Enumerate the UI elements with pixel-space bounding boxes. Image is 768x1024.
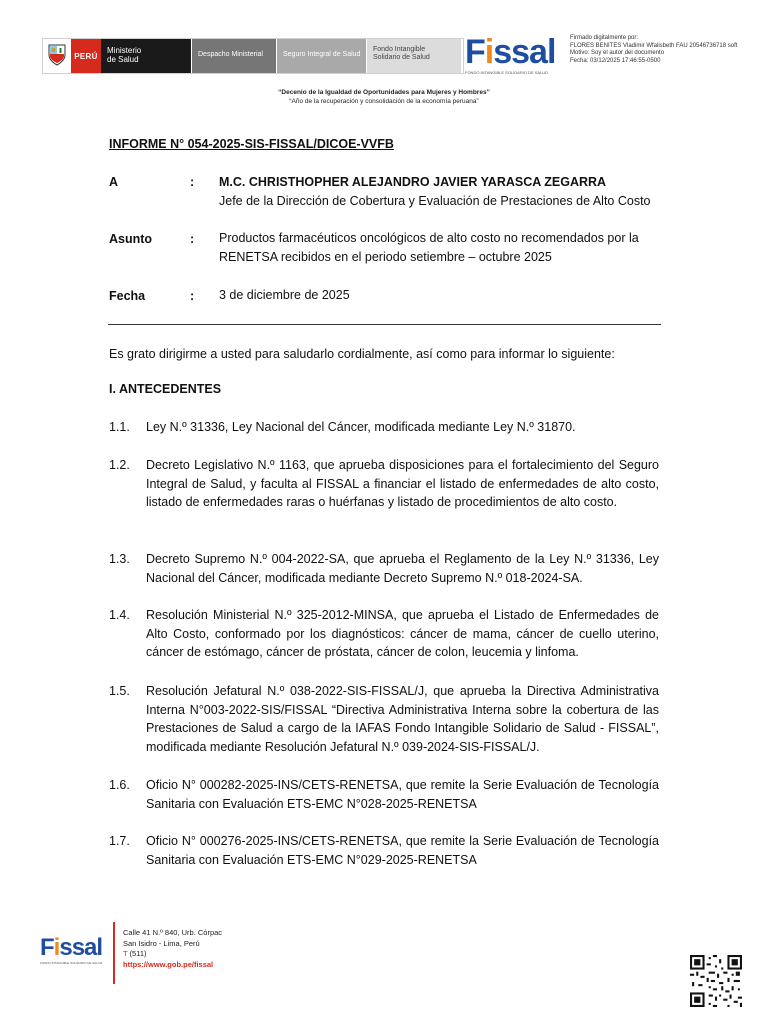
subject-line1: Productos farmacéuticos oncológicos de alto costo no recomendados por la <box>219 231 639 245</box>
website-link[interactable]: https://www.gob.pe/fissal <box>123 959 214 969</box>
signature-line: FLORES BENITES Vladimir Wfalisbeth FAU 20546736718 soft <box>570 42 738 49</box>
digital-signature <box>570 35 768 65</box>
header-divider <box>108 324 661 325</box>
decenio-line1: “Decenio de la Igualdad de Oportunidades para Mujeres y Hombres” <box>278 89 490 96</box>
intro-paragraph: Es grato dirigirme a usted para saludarlo cordialmente, así como para informar lo siguiente: <box>109 347 615 361</box>
item-number: 1.5. <box>109 684 130 698</box>
fondo-line1: Fondo Intangible <box>373 46 426 53</box>
list-item: Resolución Ministerial N.º 325-2012-MINSA, que aprueba el Listado de Enfermedades de Alto Costo, conformado por los diagnósticos: cáncer de mama, cáncer de cuello uterino, cáncer de estómago, cáncer de próstata, cáncer de colon, leucemia y linfoma. <box>146 608 659 660</box>
ministerio-line2: de Salud <box>107 55 139 64</box>
phone-prefix: T <box>123 949 128 958</box>
item-number: 1.2. <box>109 458 130 472</box>
subject-line2: RENETSA recibidos en el periodo setiembre – octubre 2025 <box>219 250 552 264</box>
list-item: Decreto Supremo N.º 004-2022-SA, que aprueba el Reglamento de la Ley N.º 31336, Ley Nacional del Cáncer, modificada mediante Decreto Supremo N.º 018-2024-SA. <box>146 552 659 585</box>
decenio-header <box>0 88 768 106</box>
signature-line: Motivo: Soy el autor del documento <box>570 50 665 56</box>
item-number: 1.3. <box>109 552 130 566</box>
signature-line: Fecha: 03/12/2025 17:46:55-0500 <box>570 57 661 64</box>
coat-of-arms-icon <box>43 39 71 71</box>
list-item: Oficio N° 000282-2025-INS/CETS-RENETSA, que remite la Serie Evaluación de Tecnología Sanitaria con Evaluación ETS-EMC N°028-2025-RENETSA <box>146 778 659 811</box>
item-number: 1.7. <box>109 834 130 848</box>
list-item: Resolución Jefatural N.º 038-2022-SIS-FISSAL/J, que aprueba la Directiva Administrativa Interna N°003-2022-SIS/FISSAL “Directiva Administrativa Interna sobre la cobertura de las Prestaciones de Salud a cargo de la IAFAS Fondo Intangible Solidario de Salud - FISSAL”, modificada mediante Resolución Jefatural N.º 039-2024-SIS-FISSAL/J. <box>146 684 659 755</box>
peru-label: PERÚ <box>71 39 101 73</box>
address-line1: Calle 41 N.º 840, Urb. Córpac <box>123 928 223 937</box>
footer-logo-text <box>40 935 110 961</box>
subject-value <box>219 229 660 267</box>
phone-line <box>123 949 222 960</box>
fissal-logo-subtitle: FONDO INTANGIBLE SOLIDARIO DE SALUD <box>465 70 549 75</box>
government-banner <box>42 38 464 74</box>
signature-line: Firmado digitalmente por: <box>570 35 639 41</box>
logo-letters-ssal: ssal <box>493 33 556 71</box>
fondo-line2: Solidario de Salud <box>373 54 430 61</box>
logo-letter-i: i <box>484 33 494 71</box>
decenio-line2: “Año de la recuperación y consolidación de la economía peruana” <box>289 98 479 105</box>
item-number: 1.4. <box>109 608 130 622</box>
list-item: Ley N.º 31336, Ley Nacional del Cáncer, modificada mediante Ley N.º 31870. <box>146 420 576 434</box>
item-number: 1.1. <box>109 420 130 434</box>
date-colon: : <box>190 289 195 303</box>
to-name: M.C. CHRISTHOPHER ALEJANDRO JAVIER YARASCA ZEGARRA <box>219 175 607 189</box>
footer-address <box>123 928 222 970</box>
date-value: 3 de diciembre de 2025 <box>219 288 350 302</box>
item-number: 1.6. <box>109 778 130 792</box>
to-colon: : <box>190 175 195 189</box>
footer-logo-subtitle: FONDO INTANGIBLE SOLIDARIO DE SALUD <box>40 961 103 965</box>
list-item: Oficio N° 000276-2025-INS/CETS-RENETSA, que remite la Serie Evaluación de Tecnología Sanitaria con Evaluación ETS-EMC N°029-2025-RENETSA <box>146 834 659 867</box>
phone-number: (511) <box>127 949 147 958</box>
fissal-logo-text <box>465 34 569 70</box>
footer-logo-letters-ssal: ssal <box>59 934 103 961</box>
to-role: Jefe de la Dirección de Cobertura y Evaluación de Prestaciones de Alto Costo <box>219 194 651 208</box>
list-item: Decreto Legislativo N.º 1163, que aprueba disposiciones para el fortalecimiento del Seguro Integral de Salud, y faculta al FISSAL a financiar el listado de enfermedades de alto costo, listado de enfermedades raras o huérfanas y listado de procedimientos de alto costo. <box>146 458 659 510</box>
sis-label: Seguro Integral de Salud <box>276 39 366 73</box>
footer-fissal-logo <box>40 935 110 969</box>
footer-divider <box>113 922 115 984</box>
fondo-label <box>366 39 461 73</box>
to-label: A <box>109 175 119 189</box>
despacho-label: Despacho Ministerial <box>191 39 276 73</box>
logo-letter-f: F <box>465 33 485 71</box>
date-label: Fecha <box>109 289 146 303</box>
fissal-logo <box>465 34 569 76</box>
section-heading: I. ANTECEDENTES <box>109 382 222 396</box>
address-line2: San Isidro - Lima, Perú <box>123 938 200 948</box>
subject-label: Asunto <box>109 232 153 246</box>
footer-logo-letter-i: i <box>53 934 60 961</box>
ministerio-salud-label <box>101 39 191 73</box>
document-title: INFORME N° 054-2025-SIS-FISSAL/DICOE-VVFB <box>109 137 394 151</box>
to-value <box>219 173 660 211</box>
ministerio-line1: Ministerio <box>107 46 142 55</box>
subject-colon: : <box>190 232 195 246</box>
footer-logo-letter-f: F <box>40 934 54 961</box>
qr-code-icon <box>690 955 742 1007</box>
